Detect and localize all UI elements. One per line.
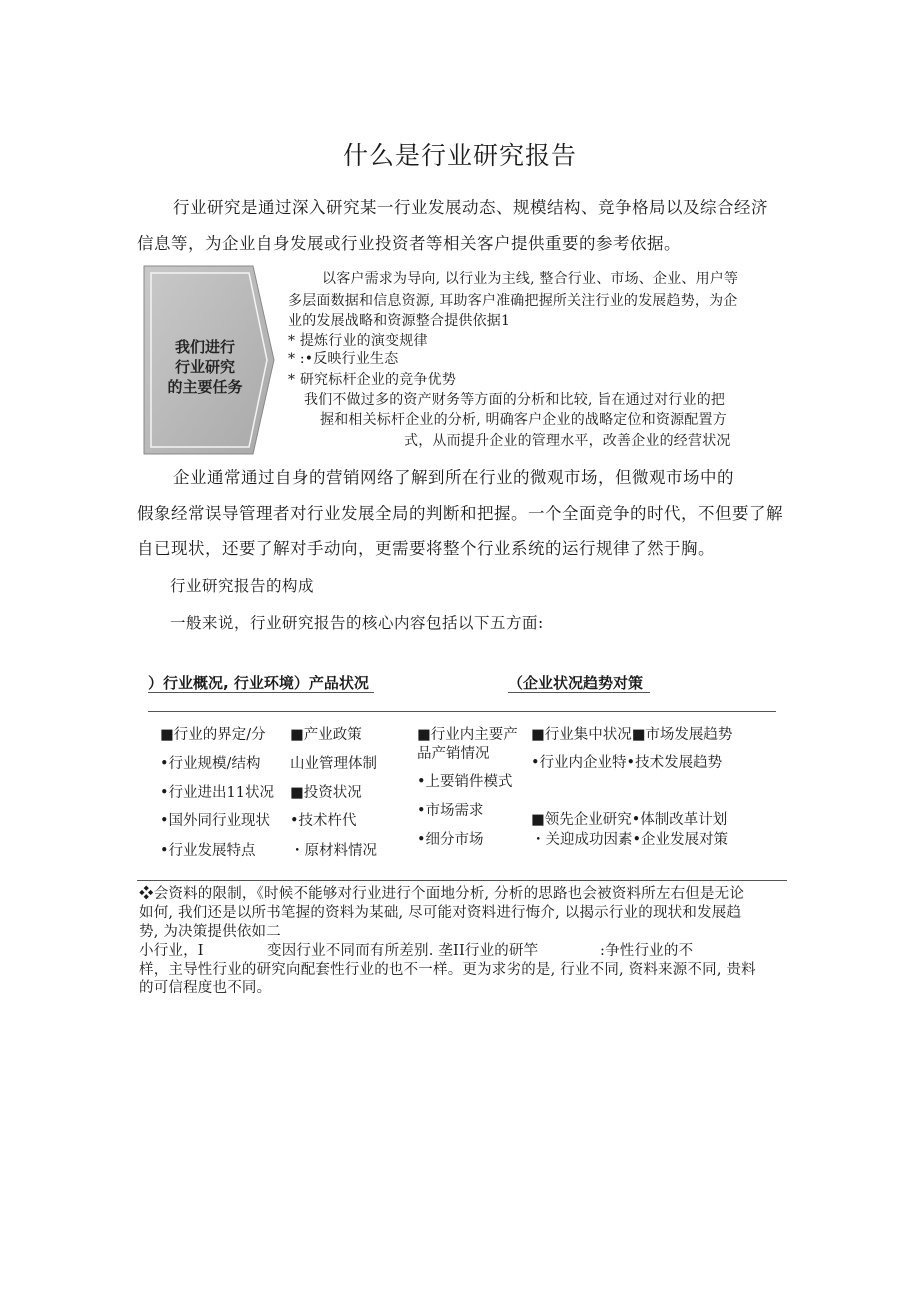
footnote-line-4a: 小行业，I (139, 943, 204, 959)
task-box-label-line-1: 我们进行 (174, 338, 235, 356)
table-top-rule (148, 711, 776, 712)
footnote-line-4c: :争性行业的不 (600, 943, 694, 959)
page-title: 什么是行业研究报告 (342, 141, 577, 170)
table-cell-c1-r4: •国外同行业现状 (160, 813, 271, 829)
intro-line-2: 信息等，为企业自身发展或行业投资者等相关客户提供重要的参考依据。 (137, 234, 681, 253)
table-cell-c3-r1: ■行业内主要产 (417, 727, 518, 743)
table-cell-c3-r4: •市场需求 (417, 803, 484, 819)
footnote-line-1: ❖会资料的限制，《时候不能够对行业进行个面地分析, 分析的思路也会被资料所左右但是无论 (139, 886, 745, 902)
table-cell-c4-r4: ・关迎成功因素•企业发展对策 (531, 832, 729, 848)
footnote-line-3: 势, 为决策提供依如二 (139, 924, 281, 940)
footnote-line-2: 如何, 我们还是以所书笔握的资料为某础, 尽可能对资料进行悔介, 以揭示行业的现状和发展趋 (139, 905, 742, 921)
table-cell-c2-r3: ■投资状况 (290, 785, 362, 801)
para2-line-2: 假象经常误导管理者对行业发展全局的判断和把握。一个全面竞争的时代，不但要了解 (137, 504, 783, 523)
task-bullet-2: * :•反映行业生态 (288, 351, 399, 367)
table-header-right-underline (508, 692, 650, 693)
task-text-line-4: 我们不做过多的资产财务等方面的分析和比较, 旨在通过对行业的把 (304, 392, 726, 408)
table-header-left: ）行业概况, 行业环境）产品状况 (148, 674, 369, 692)
task-box-label-line-2: 行业研究 (174, 358, 235, 376)
table-cell-c4-r2: •行业内企业特•技术发展趋势 (531, 755, 723, 771)
task-text-line-2: 多层面数据和信息资源, 耳助客户准确把握所关注行业的发展趋势，为企 (288, 293, 738, 309)
table-cell-c1-r5: •行业发展特点 (160, 843, 256, 859)
section-intro: 一般来说，行业研究报告的核心内容包括以下五方面: (170, 614, 544, 632)
para2-line-1: 企业通常通过自身的营销网络了解到所在行业的微观市场，但微观市场中的 (173, 468, 734, 487)
table-cell-c1-r3: •行业进出11状况 (160, 785, 275, 801)
task-box-label (159, 337, 251, 397)
table-cell-c4-r3: ■领先企业研究•体制改革计划 (531, 812, 728, 828)
task-text-line-5: 握和相关标杆企业的分析, 明确客户企业的战略定位和资源配置方 (320, 412, 727, 428)
task-box-label-line-3: 的主要任务 (167, 378, 243, 396)
task-bullet-1: * 提炼行业的演变规律 (288, 333, 428, 349)
table-cell-c2-r4: •技术杵代 (290, 813, 357, 829)
task-box-graphic (143, 265, 275, 455)
table-cell-c3-r3: •上要销件模式 (417, 774, 513, 790)
table-cell-c1-r1: ■行业的界定/分 (160, 727, 266, 743)
section-heading: 行业研究报告的构成 (170, 577, 315, 595)
table-cell-c3-r2: 品产销情况 (417, 746, 490, 762)
table-header-left-underline (148, 692, 374, 693)
table-header-right: （企业状况趋势对策 (508, 674, 644, 692)
table-cell-c2-r5: ・原材料情况 (290, 843, 377, 859)
task-text-line-3: 业的发展战略和资源整合提供依据1 (288, 313, 511, 329)
footnote-line-6: 的可信程度也不同。 (139, 980, 272, 996)
table-cell-c1-r2: •行业规模/结构 (160, 756, 261, 772)
table-cell-c2-r1: ■产业政策 (290, 727, 362, 743)
table-cell-c3-r5: •细分市场 (417, 832, 484, 848)
table-cell-c2-r2: 山业管理体制 (290, 756, 377, 772)
table-cell-c4-r1: ■行业集中状况■市场发展趋势 (531, 727, 733, 743)
footnote-rule (137, 880, 787, 881)
task-bullet-3: * 研究标杆企业的竞争优势 (288, 372, 457, 388)
task-text-line-6: 式，从而提升企业的管理水平，改善企业的经营状况 (404, 433, 731, 449)
task-text-line-1: 以客户需求为导向, 以行业为主线, 整合行业、市场、企业、用户等 (322, 271, 739, 287)
footnote-line-4b: 变因行业不同而有所差别. 垄II行业的研竿 (267, 943, 539, 959)
intro-line-1: 行业研究是通过深入研究某一行业发展动态、规模结构、竞争格局以及综合经济 (173, 198, 768, 217)
footnote-line-5: 样，主导性行业的研究向配套性行业的也不一样。更为求劣的是, 行业不同, 资料来源不同, 贵料 (139, 962, 756, 978)
para2-line-3: 自已现状，还要了解对手动向，更需要将整个行业系统的运行规律了然于胸。 (137, 539, 715, 558)
